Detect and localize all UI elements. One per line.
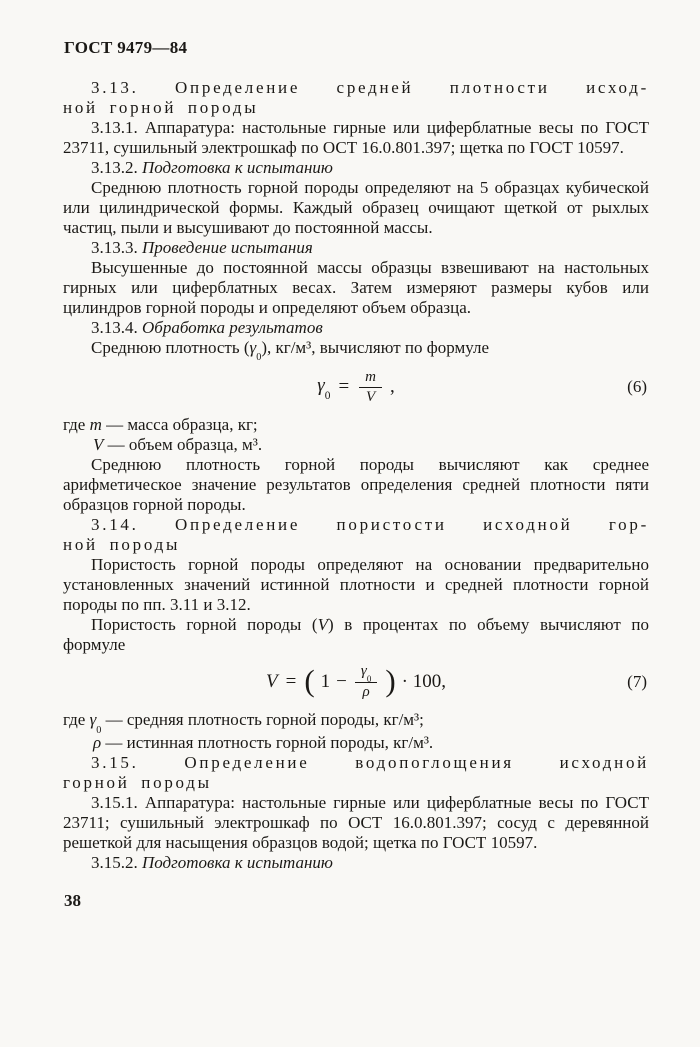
- open-paren: (: [304, 662, 315, 698]
- fraction-m-over-V: [359, 369, 382, 407]
- legend-line-V: [63, 435, 649, 455]
- page-number: 38: [64, 890, 81, 910]
- variable-V: V: [93, 435, 104, 455]
- rho-symbol: ρ: [93, 732, 102, 752]
- gamma-symbol: γ: [360, 663, 367, 680]
- intro-text: Пористость горной породы (: [91, 615, 318, 635]
- clause-number: 3.13.3.: [91, 238, 138, 257]
- gamma-symbol: γ: [89, 710, 97, 730]
- legend-text: — средняя плотность горной породы, кг/м³;: [105, 710, 424, 730]
- legend-line-gamma0: [63, 710, 649, 736]
- formula-6: [63, 369, 649, 407]
- page-content: [63, 78, 649, 873]
- clause-title: Проведение испытания: [142, 238, 313, 257]
- gamma-zero-symbol: [89, 710, 102, 736]
- legend-text: — масса образца, кг;: [106, 415, 258, 435]
- equals-sign: =: [285, 671, 297, 693]
- para-average-density: Среднюю плотность горной породы вычисляют как среднее арифметическое значение результатов определения средней плотности пяти образцов горной породы.: [63, 455, 649, 515]
- clause-title: Подготовка к испытанию: [142, 852, 333, 872]
- para-formula-7-intro: [63, 615, 649, 655]
- subscript-zero: 0: [256, 352, 262, 364]
- legend-text: — истинная плотность горной породы, кг/м³.: [105, 732, 434, 752]
- equation-number-7: (7): [627, 672, 647, 692]
- equation-7-expression: [266, 663, 446, 701]
- para-formula-6-intro: [63, 338, 649, 364]
- clause-number: 3.13.2.: [91, 158, 138, 177]
- para-3-13-3-body: Высушенные до постоянной массы образцы взвешивают на настольных гирных или циферблатных весах. Затем измеряют размеры кубов или цилиндров горной породы и определяют объем образца.: [63, 258, 649, 317]
- para-3-13-2-body: Среднюю плотность горной породы определяют на 5 образцах кубической или цилиндрической формы. Каждый образец очищают щеткой от рыхлых частиц, пыли и высушивают до постоянной массы.: [63, 178, 649, 237]
- equation-6-expression: [317, 369, 395, 407]
- variable-V: V: [266, 671, 278, 693]
- legend-text: — объем образца, м³.: [107, 435, 263, 455]
- fraction-numerator: m: [359, 369, 382, 388]
- intro-text: ), кг/м³, вычисляют по формуле: [261, 338, 490, 357]
- para-3-13-1-apparatus: 3.13.1. Аппаратура: настольные гирные или циферблатные весы по ГОСТ 23711, сушильный электрошкаф по ОСТ 16.0.801.397; щетка по ГОСТ 10597.: [63, 118, 649, 157]
- heading-line: 3.15. Определение водопоглощения исходной: [91, 752, 649, 772]
- subheading-3-15-2: [63, 853, 649, 873]
- gamma-symbol: γ: [317, 374, 325, 396]
- subscript-zero: 0: [96, 724, 102, 736]
- heading-line: 3.13. Определение средней плотности исход-: [91, 78, 649, 97]
- para-3-14-intro: Пористость горной породы определяют на основании предварительно установленных значений истинной плотности и средней плотности горной породы по пп. 3.11 и 3.12.: [63, 555, 649, 615]
- heading-line: ной горной породы: [63, 98, 259, 117]
- equals-sign: =: [338, 376, 350, 398]
- heading-line: горной породы: [63, 772, 212, 792]
- subheading-3-13-3: [63, 238, 649, 258]
- minus-sign: −: [336, 671, 347, 693]
- subheading-3-13-2: [63, 158, 649, 178]
- fraction-denominator: ρ: [362, 684, 370, 701]
- clause-title: Подготовка к испытанию: [142, 158, 333, 177]
- section-heading-3-14: [63, 515, 649, 555]
- legend-line-m: [63, 415, 649, 435]
- fraction-denominator: V: [365, 388, 376, 405]
- clause-title: Обработка результатов: [142, 318, 323, 337]
- gamma-symbol: γ: [249, 338, 257, 357]
- equation-number-6: (6): [627, 377, 647, 397]
- comma: ,: [390, 376, 395, 398]
- variable-m: m: [89, 415, 102, 435]
- intro-text: ) в процентах по объему вычисляют по формуле: [63, 615, 649, 655]
- legend-line-rho: [63, 733, 649, 753]
- clause-number: 3.13.4.: [91, 318, 138, 337]
- fraction-gamma0-over-rho: [355, 663, 377, 701]
- variable-V: V: [317, 615, 328, 635]
- doc-code: ГОСТ 9479—84: [64, 38, 188, 57]
- legend-prefix: где: [63, 710, 86, 730]
- heading-line: 3.14. Определение пористости исходной гор-: [91, 515, 649, 535]
- legend-prefix: где: [63, 415, 86, 435]
- subheading-3-13-4: [63, 318, 649, 338]
- times-100: · 100,: [401, 671, 446, 693]
- formula-7: [63, 663, 649, 701]
- para-3-15-1-apparatus: 3.15.1. Аппаратура: настольные гирные или циферблатные весы по ГОСТ 23711; сушильный электрошкаф по ОСТ 16.0.801.397; сосуд с деревянной решеткой для насыщения образцов водой; щетка по ГОСТ 10597.: [63, 792, 649, 852]
- constant-one: 1: [320, 671, 331, 693]
- fraction-numerator: [355, 663, 377, 683]
- section-heading-3-15: [63, 753, 649, 793]
- close-paren: ): [385, 662, 396, 698]
- heading-line: ной породы: [63, 535, 181, 555]
- section-heading-3-13: [63, 78, 649, 118]
- subscript-zero: 0: [324, 389, 331, 402]
- gamma-zero-symbol: [317, 374, 331, 402]
- clause-number: 3.15.2.: [91, 852, 138, 872]
- subscript-zero: 0: [366, 674, 372, 685]
- intro-text: Среднюю плотность (: [91, 338, 250, 357]
